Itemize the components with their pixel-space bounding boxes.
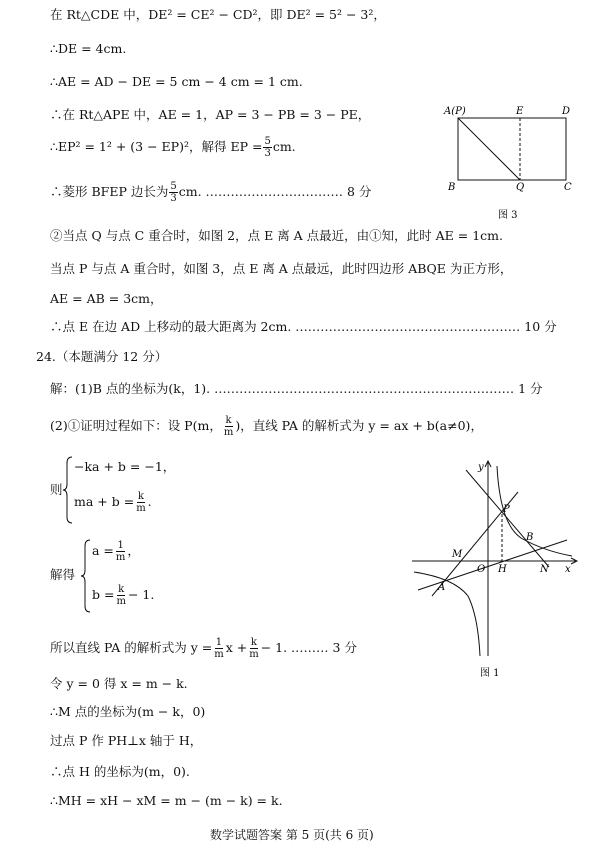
text-line-17: 过点 P 作 PH⊥x 轴于 H， [50,733,203,748]
text-line-14-m: x + [225,640,248,655]
text-line-15: 令 y = 0 得 x = m − k. [50,676,188,691]
fraction [263,136,271,159]
label-n: N [540,564,549,575]
text-line-9: AE = AB = 3cm， [50,291,163,306]
fraction [223,415,234,438]
label-a: A(P) [444,106,466,117]
system-2-label: 解得 [50,567,76,582]
system-2-row-1 [92,540,140,563]
system-2-row-2-b: − 1. [127,587,155,602]
denominator: m [136,503,146,514]
text-line-19: ∴MH = xH − xM = m − (m − k) = k. [50,793,283,808]
denominator: m [249,649,259,660]
label-o: O [477,564,486,575]
text-line-1: 在 Rt△CDE 中，DE² = CE² − CD²，即 DE² = 5² − 3²， [50,7,386,22]
equation-system-2 [80,538,280,616]
text-line-14 [50,637,357,660]
numerator: k [225,415,232,426]
system-1-row-2-a: ma + b = [74,494,135,509]
text-line-4: ∴在 Rt△APE 中，AE = 1，AP = 3 − PB = 3 − PE， [50,107,371,122]
denominator: m [214,649,224,660]
text-line-6-b: cm. …………………………… 8 分 [178,184,372,199]
square-abcd [458,118,566,180]
text-line-2: ∴DE = 4cm. [50,41,127,56]
equation-system-1 [62,455,262,527]
text-line-13-a: (2)①证明过程如下：设 P(m， [50,418,222,433]
text-line-14-b: − 1. ……… 3 分 [260,640,357,655]
figure-3-caption: 图 3 [498,210,518,221]
text-line-7: ②当点 Q 与点 C 重合时，如图 2，点 E 离 A 点最近，由①知，此时 AE = 1cm. [50,228,504,243]
label-p: P [503,504,510,515]
text-line-12: 解：(1)B 点的坐标为(k，1). ……………………………………………………………… 1 分 [50,381,543,396]
system-2-row-1-a: a = [92,543,114,558]
text-line-6-a: ∴菱形 BFEP 边长为 [50,184,169,199]
text-line-13-b: )，直线 PA 的解析式为 y = ax + b(a≠0)， [235,418,483,433]
brace-icon [62,455,74,525]
numerator: 5 [264,136,271,147]
numerator: k [137,491,144,502]
denominator: 3 [264,148,271,159]
numerator: 5 [170,181,177,192]
hyperbola-branch-2 [414,572,480,656]
text-line-3: ∴AE = AD − DE = 5 cm − 4 cm = 1 cm. [50,74,303,89]
text-line-5-b: cm. [272,139,296,154]
page-footer: 数学试题答案 第 5 页(共 6 页) [210,828,374,842]
system-2-row-1-b: ， [127,543,140,558]
fraction [248,637,259,660]
system-2-row-2-a: b = [92,587,115,602]
problem-24-heading: 24.（本题满分 12 分） [36,349,168,364]
figure-3 [432,100,582,224]
segment-aq [458,118,520,180]
label-e: E [516,106,524,117]
text-line-8: 当点 P 与点 A 重合时，如图 3，点 E 离 A 点最远，此时四边形 ABQE 为正方形， [50,261,513,276]
denominator: 3 [170,193,177,204]
text-line-6 [50,181,371,204]
text-line-18: ∴点 H 的坐标为(m，0). [50,764,190,779]
label-b: B [526,532,534,543]
fraction [115,584,126,607]
numerator: k [118,584,125,595]
label-c: C [564,182,572,193]
label-b: B [448,182,456,193]
fraction [135,491,146,514]
text-line-16: ∴M 点的坐标为(m − k，0) [50,704,206,719]
label-d: D [562,106,571,117]
text-line-5 [50,136,296,159]
fraction [115,540,126,563]
numerator: 1 [117,540,124,551]
system-1-label: 则 [50,482,63,497]
brace-icon [80,538,92,614]
system-1-row-2 [74,491,152,514]
label-x: x [565,564,571,575]
label-m: M [452,549,463,560]
text-line-13 [50,415,483,438]
fraction [169,181,177,204]
denominator: m [115,552,126,563]
denominator: m [116,596,126,607]
system-1-row-2-b: . [147,494,152,509]
numerator: 1 [215,637,223,648]
figure-1 [404,456,584,686]
label-q: Q [516,182,525,193]
label-a: A [438,582,446,593]
numerator: k [250,637,257,648]
denominator: m [223,427,234,438]
label-h: H [498,564,507,575]
text-line-5-a: ∴EP² = 1² + (3 − EP)²，解得 EP = [50,139,263,154]
text-line-10: ∴点 E 在边 AD 上移动的最大距离为 2cm. ……………………………………………… 10 分 [50,319,557,334]
label-y: y [478,462,484,473]
figure-1-caption: 图 1 [480,668,500,679]
fraction [213,637,224,660]
line-pbn [466,470,549,567]
text-line-14-a: 所以直线 PA 的解析式为 y = [50,640,213,655]
system-2-row-2 [92,584,154,607]
system-1-row-1: −ka + b = −1， [74,459,176,474]
